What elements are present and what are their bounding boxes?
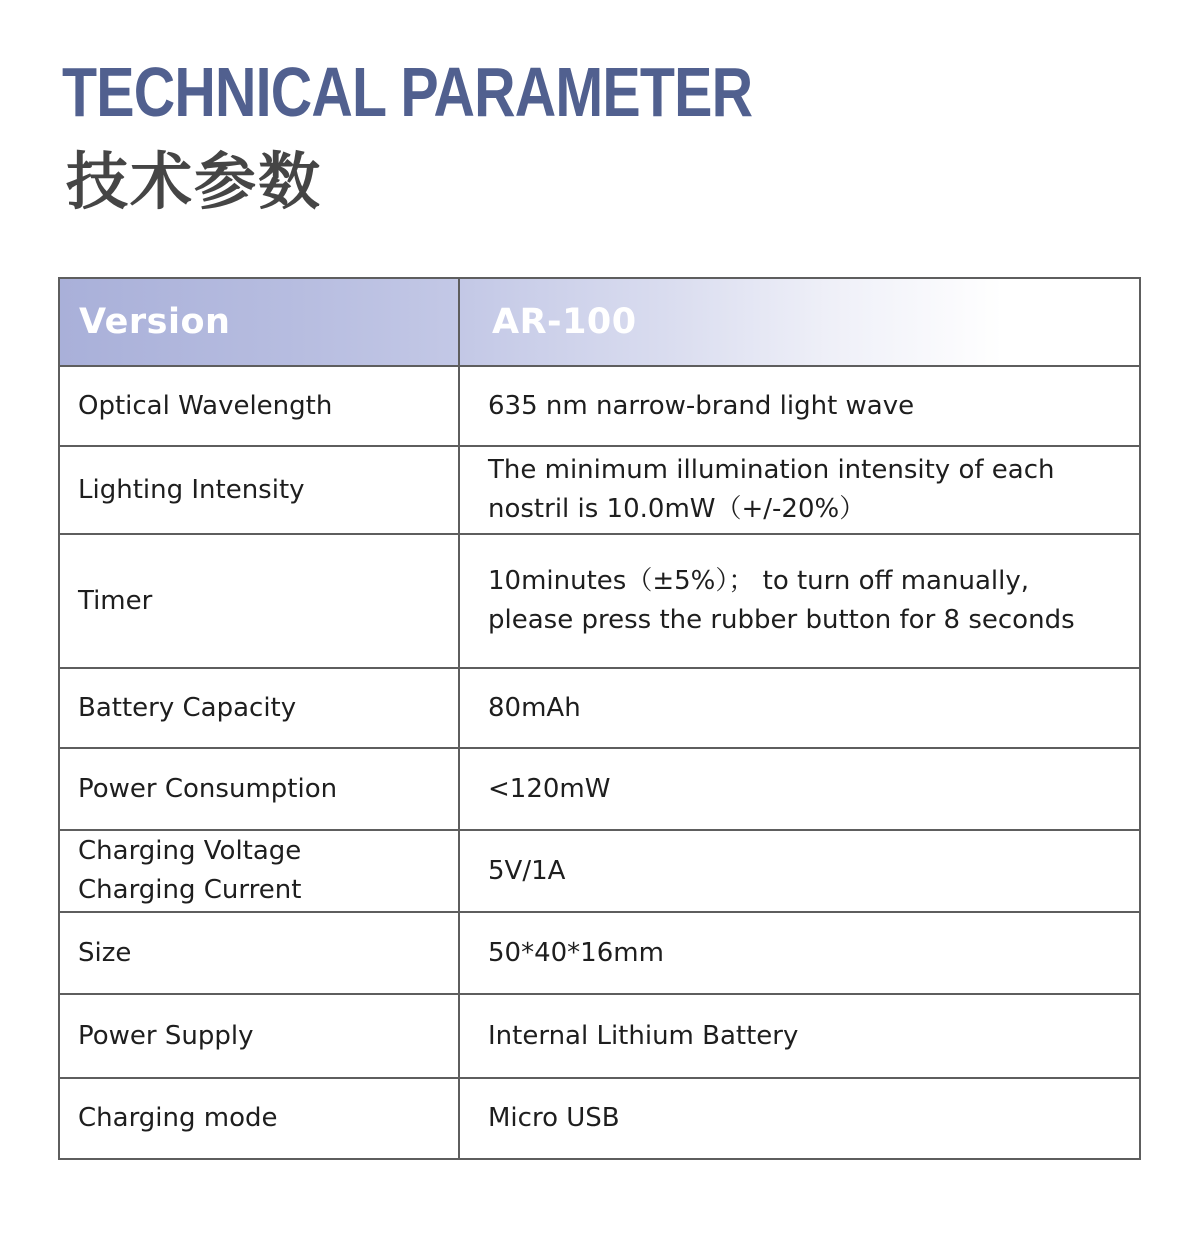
param-value [459,1078,1140,1159]
param-value-line: The minimum illumination intensity of each [488,455,1055,485]
param-value [459,748,1140,830]
param-value [459,994,1140,1078]
param-label [59,668,459,748]
param-label-line: Charging Voltage [78,836,302,866]
param-value-line: <120mW [488,773,611,804]
param-value-line: 635 nm narrow-brand light wave [488,390,915,421]
param-label [59,366,459,446]
param-label-line: Charging mode [78,1103,278,1133]
page-subtitle: 技术参数 [66,145,323,218]
param-label [59,830,459,912]
param-value-line: Internal Lithium Battery [488,1020,799,1051]
table-row [59,748,1140,830]
table-row [59,366,1140,446]
table-row [59,830,1140,912]
param-value-line: Micro USB [488,1103,620,1133]
table-row [59,994,1140,1078]
param-value [459,446,1140,534]
param-label [59,994,459,1078]
page-title: TECHNICAL PARAMETER [62,53,753,131]
param-label-line: Optical Wavelength [78,390,333,421]
table-row [59,668,1140,748]
param-label [59,446,459,534]
table-row [59,912,1140,994]
param-label [59,912,459,994]
table-row [59,534,1140,668]
param-value-line: 50*40*16mm [488,937,664,968]
header-label-cell: Version [59,278,459,366]
param-value-line: nostril is 10.0mW（+/-20%） [488,494,866,524]
param-value-line: 80mAh [488,692,581,723]
param-label-line: Power Supply [78,1020,254,1051]
param-label-line: Lighting Intensity [78,474,305,505]
param-value [459,366,1140,446]
table-header-row [59,278,1140,366]
table-row [59,1078,1140,1159]
param-value-line: please press the rubber button for 8 seconds [488,605,1075,635]
header-value-cell: AR-100 [459,278,1140,366]
param-value-line: 10minutes（±5%）； to turn off manually, [488,566,1029,596]
table-row [59,446,1140,534]
param-label-line: Battery Capacity [78,692,297,723]
param-value [459,830,1140,912]
param-value [459,534,1140,668]
parameter-table [58,277,1141,1160]
param-label-line: Charging Current [78,875,302,905]
param-label-line: Timer [78,585,153,616]
param-label [59,1078,459,1159]
param-label-line: Size [78,937,132,968]
param-label [59,534,459,668]
param-label-line: Power Consumption [78,773,338,804]
param-value [459,668,1140,748]
param-value [459,912,1140,994]
param-value-line: 5V/1A [488,855,566,886]
param-label [59,748,459,830]
